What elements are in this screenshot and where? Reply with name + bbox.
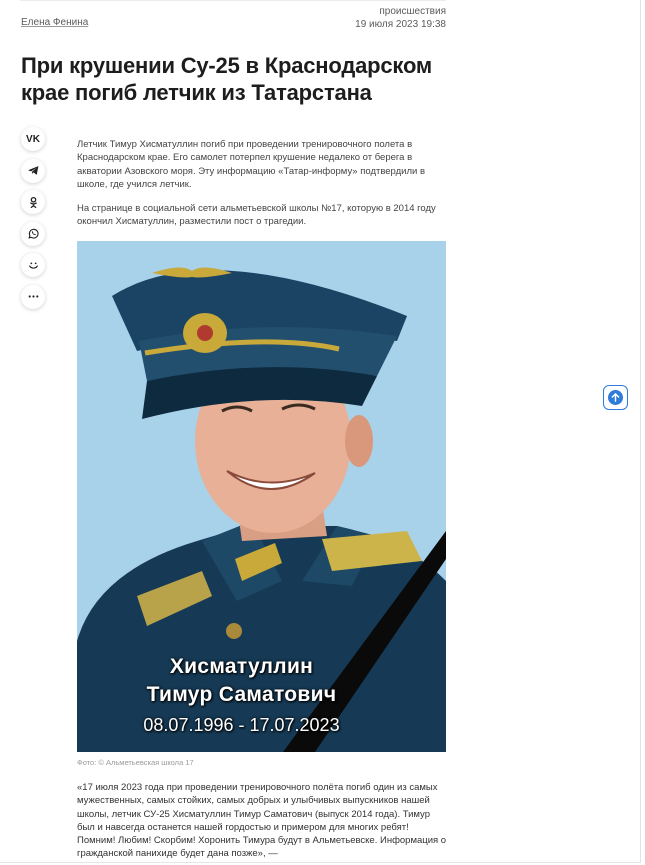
rubric-link[interactable]: происшествия — [379, 6, 446, 17]
more-icon — [27, 290, 40, 303]
photo-credit: Фото: © Альметьевская школа 17 — [77, 758, 194, 767]
top-divider — [20, 0, 446, 1]
share-odnoklassniki-button[interactable] — [21, 190, 45, 214]
odnoklassniki-icon — [27, 196, 40, 209]
article-photo[interactable] — [77, 241, 446, 752]
photo-caption-dates: 08.07.1996 - 17.07.2023 — [143, 715, 340, 735]
article-paragraph: Летчик Тимур Хисматуллин погиб при проведении тренировочного полета в Краснодарском крае. Его самолет потерпел крушение недалеко от берега в акватории Азовского моря. Эту информацию «Татар-информу» подтвердили в школе, где учился летчик. — [77, 139, 426, 190]
share-telegram-button[interactable] — [21, 159, 45, 183]
author-link[interactable]: Елена Фенина — [21, 17, 89, 28]
arrow-up-icon — [608, 390, 623, 405]
photo-caption-name: Тимур Саматович — [146, 683, 337, 706]
article-paragraph: На странице в социальной сети альметьевской школы №17, которую в 2014 году окончил Хисматуллин, разместили пост о трагедии. — [77, 203, 436, 228]
photo-caption-surname: Хисматуллин — [169, 655, 314, 678]
vk-icon: VK — [26, 133, 40, 145]
share-panel — [21, 127, 45, 316]
scroll-to-top-button[interactable] — [603, 385, 628, 410]
article-quote: «17 июля 2023 года при проведении тренировочного полёта погиб один из самых мужественных, самых стойких, самых добрых и улыбчивых выпускников нашей школы, летчик СУ-25 Хисматуллин Тимур Саматович (выпуск 2014 года). Тимур был и навсегда останется нашей гордостью и примером для многих ребят! Помним! Любим! Скорбим! Хоронить Тимура будут в Альметьевске. Информация о гражданской панихиде будет дана позже», — — [77, 782, 447, 860]
article-title: При крушении Су-25 в Краснодарском крае погиб летчик из Татарстана — [21, 53, 432, 105]
article-meta — [355, 5, 446, 31]
telegram-icon — [27, 164, 40, 177]
share-whatsapp-button[interactable] — [21, 222, 45, 246]
share-moimir-button[interactable] — [21, 253, 45, 277]
moimir-icon — [27, 259, 40, 272]
share-more-button[interactable] — [21, 285, 45, 309]
share-vk-button[interactable] — [21, 127, 45, 151]
whatsapp-icon — [27, 227, 40, 240]
publish-datetime: 19 июля 2023 19:38 — [355, 19, 446, 30]
